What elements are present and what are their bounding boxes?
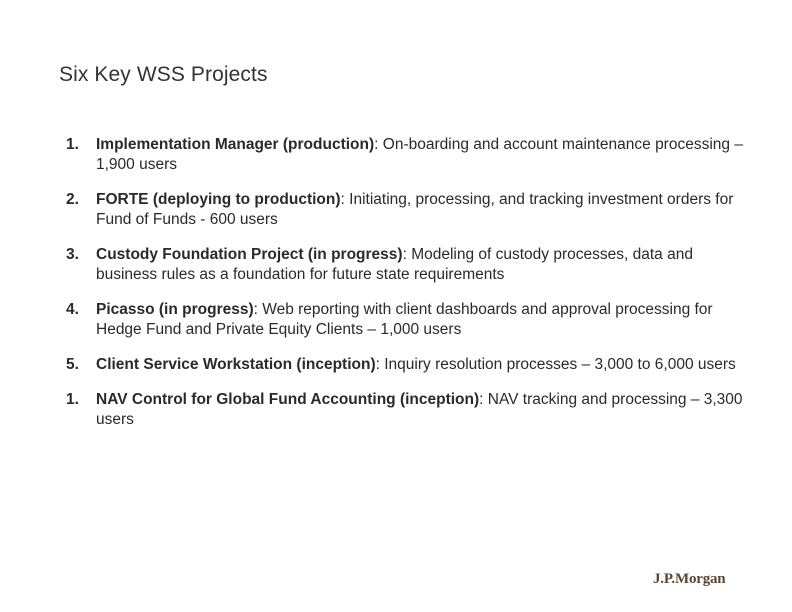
- list-item-text: [96, 135, 756, 175]
- list-item: [66, 190, 756, 230]
- project-name: Client Service Workstation (inception): [96, 356, 376, 373]
- list-item-text: [96, 190, 756, 230]
- project-description: : Modeling of custody processes, data and business rules as a foundation for future state requirements: [96, 246, 693, 283]
- list-item-number: 3.: [66, 246, 79, 263]
- list-item: [66, 135, 756, 175]
- list-item: [66, 300, 756, 340]
- list-item-number: 1.: [66, 136, 79, 153]
- list-item: [66, 245, 756, 285]
- list-item-number: 5.: [66, 356, 79, 373]
- project-name: Picasso (in progress): [96, 301, 254, 318]
- list-item-number: 4.: [66, 301, 79, 318]
- list-item: [66, 355, 756, 375]
- project-description: : Initiating, processing, and tracking investment orders for Fund of Funds - 600 users: [96, 191, 734, 228]
- project-name: Custody Foundation Project (in progress): [96, 246, 403, 263]
- project-description: : Inquiry resolution processes – 3,000 to 6,000 users: [375, 356, 736, 373]
- page-title: Six Key WSS Projects: [59, 63, 268, 86]
- project-description: : Web reporting with client dashboards and approval processing for Hedge Fund and Private Equity Clients – 1,000 users: [96, 301, 713, 338]
- project-description: : On-boarding and account maintenance processing – 1,900 users: [96, 136, 743, 173]
- project-name: NAV Control for Global Fund Accounting (inception): [96, 391, 480, 408]
- project-name: FORTE (deploying to production): [96, 191, 341, 208]
- list-item-text: [96, 300, 756, 340]
- project-description: : NAV tracking and processing – 3,300 users: [96, 391, 743, 428]
- list-item-text: [96, 245, 756, 285]
- project-name: Implementation Manager (production): [96, 136, 375, 153]
- list-item-number: 1.: [66, 391, 79, 408]
- list-item-number: 2.: [66, 191, 79, 208]
- jpmorgan-logo: J.P.Morgan: [653, 571, 726, 587]
- list-item-text: [96, 390, 756, 430]
- list-item-text: [96, 355, 756, 375]
- project-list: [66, 135, 756, 445]
- list-item: [66, 390, 756, 430]
